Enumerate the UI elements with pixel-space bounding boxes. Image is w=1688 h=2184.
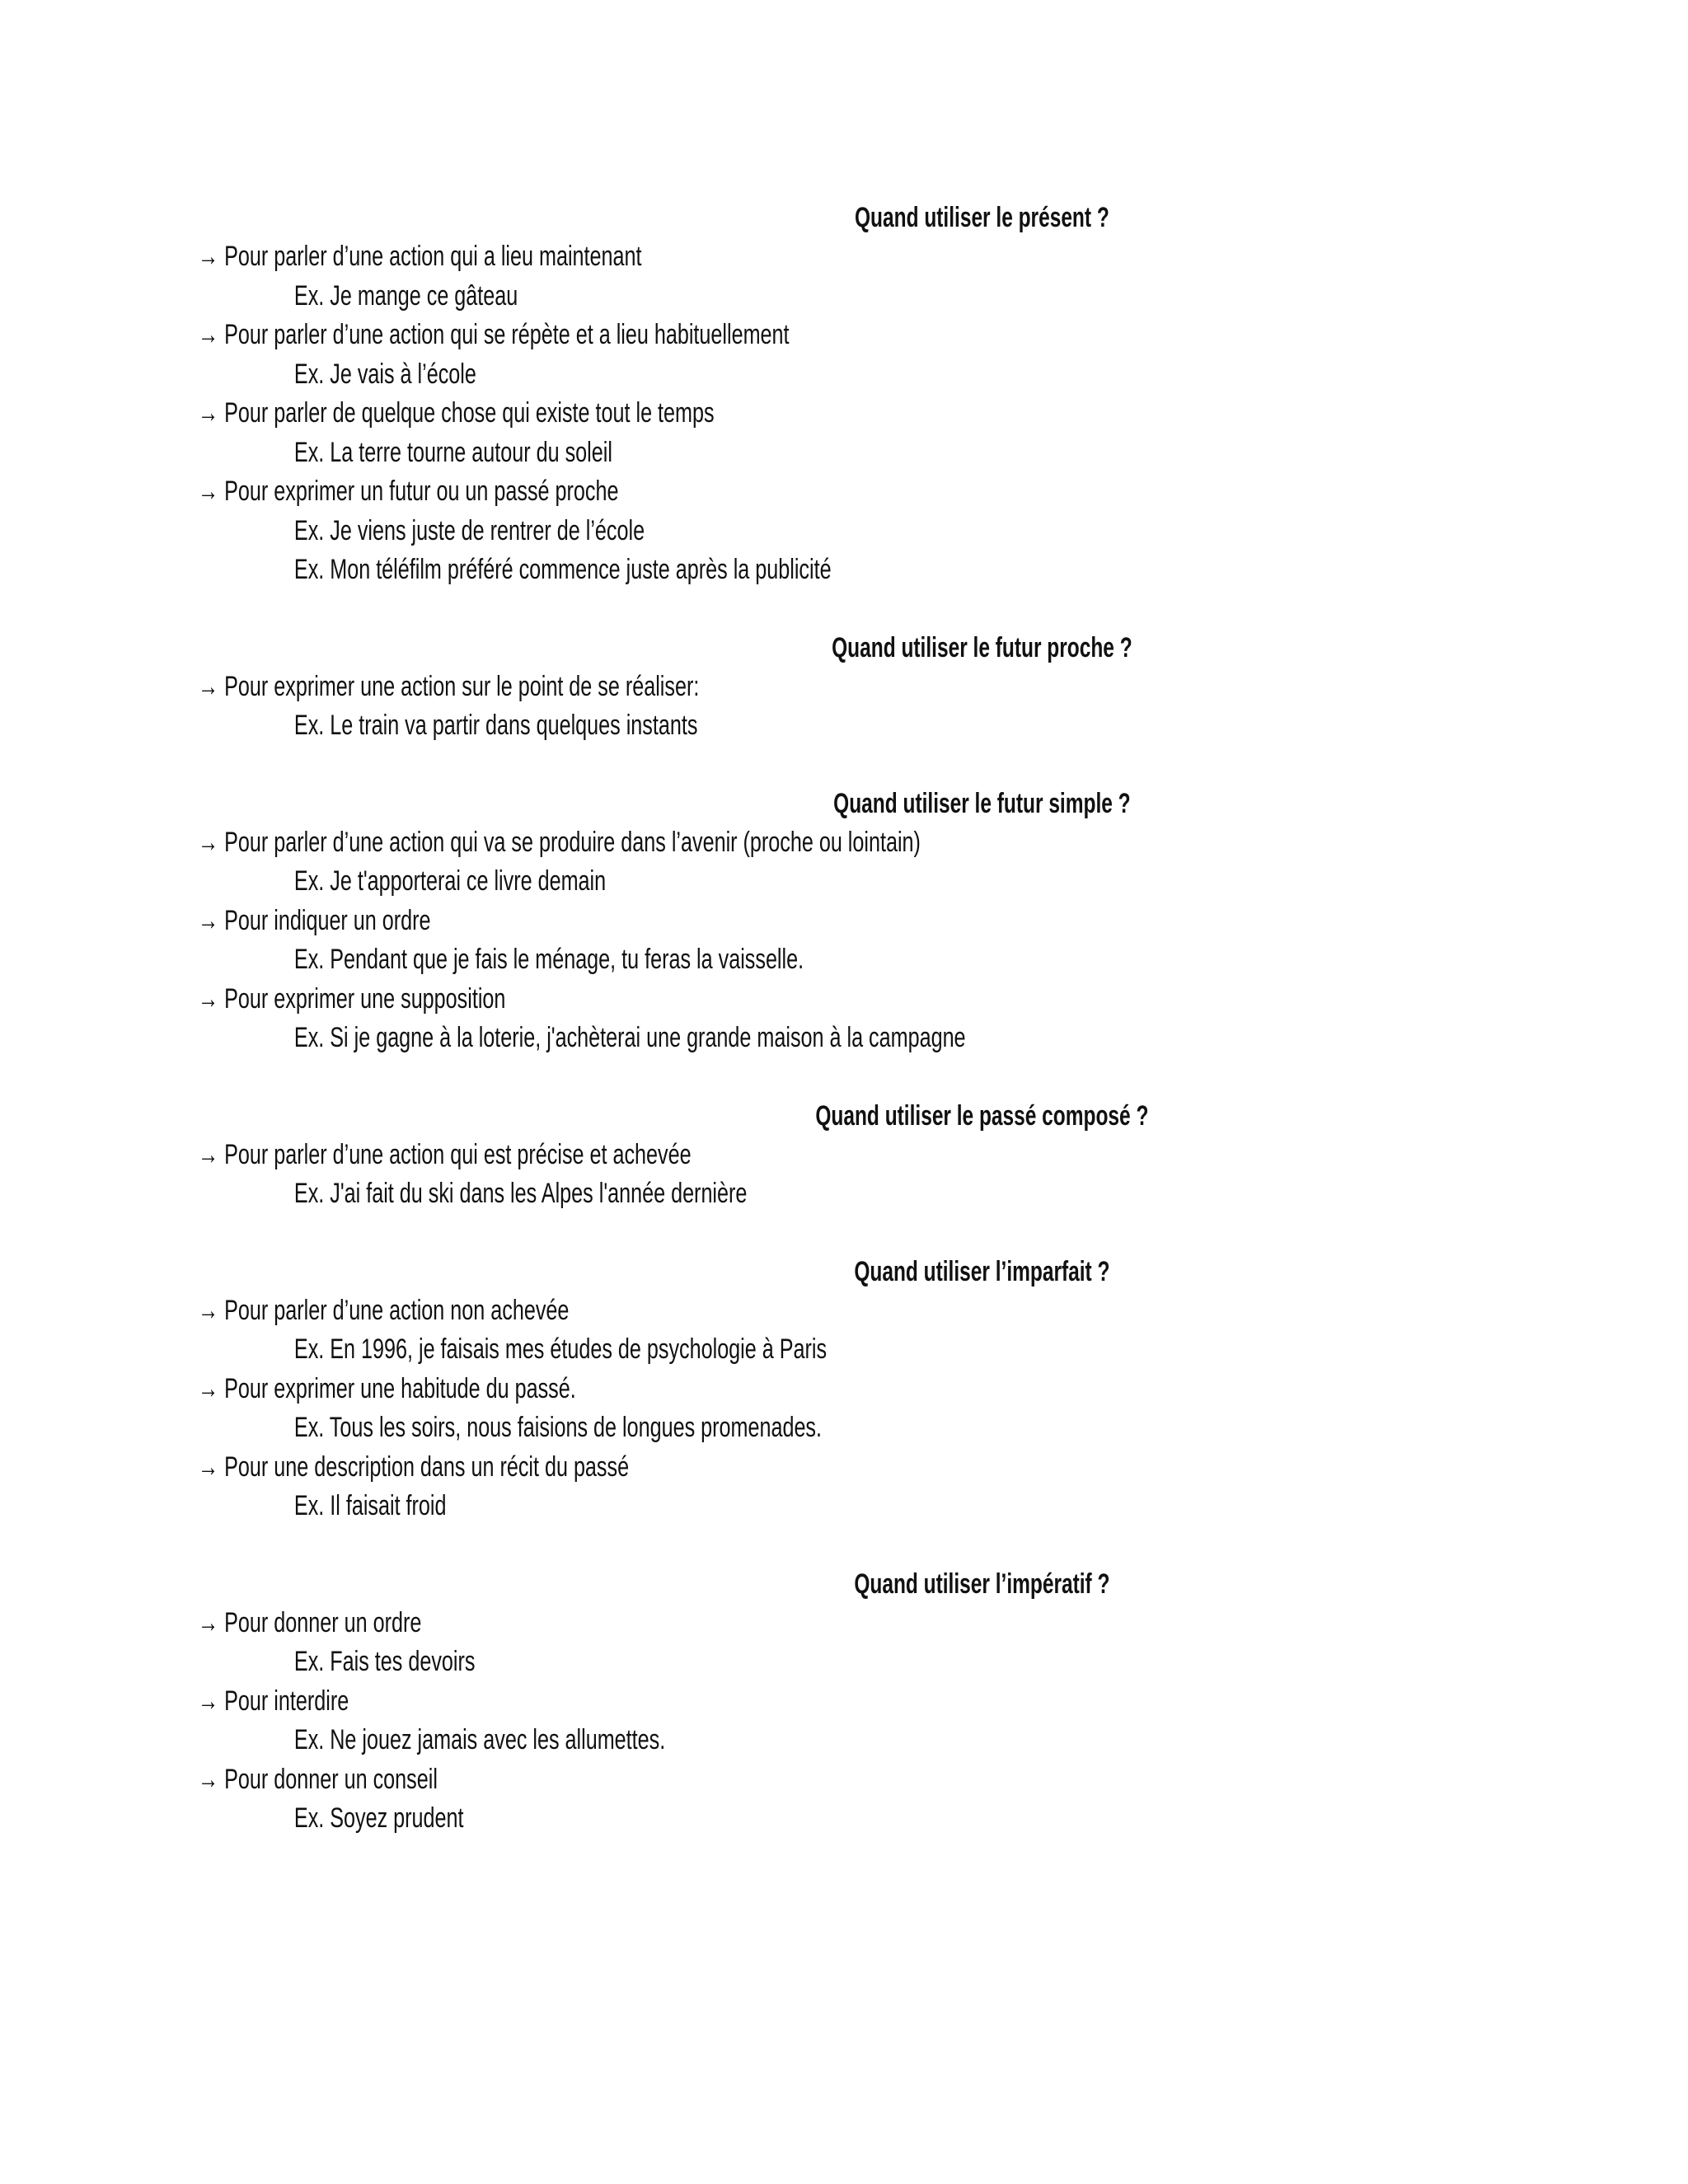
section-imperatif [198, 1564, 1484, 1839]
arrow-icon: → [198, 397, 219, 429]
section-spacer [198, 746, 1484, 784]
example-line: Ex. Je t'apporterai ce livre demain [293, 865, 607, 897]
usage-text: Pour exprimer une habitude du passé. [224, 1372, 576, 1404]
example-line: Ex. Le train va partir dans quelques instants [293, 710, 698, 741]
example-line: Ex. Pendant que je fais le ménage, tu feras la vaisselle. [293, 944, 804, 975]
example-line: Ex. Fais tes devoirs [293, 1646, 476, 1677]
document-content [198, 198, 1484, 1839]
section-title: Quand utiliser le futur simple ? [833, 787, 1131, 819]
arrow-icon: → [198, 826, 219, 858]
arrow-icon: → [198, 982, 219, 1015]
usage-item [198, 1604, 1149, 1643]
section-futur-simple [198, 784, 1484, 1058]
usage-item [198, 1760, 1149, 1800]
usage-text: Pour interdire [224, 1685, 349, 1717]
usage-item [198, 1136, 1149, 1175]
example-line: Ex. Tous les soirs, nous faisions de longues promenades. [293, 1412, 823, 1443]
usage-item [198, 668, 1149, 707]
section-passe-compose [198, 1096, 1484, 1214]
arrow-icon: → [198, 670, 219, 702]
usage-text: Pour exprimer une action sur le point de se réaliser: [224, 670, 700, 702]
usage-text: Pour exprimer une supposition [224, 982, 506, 1015]
arrow-icon: → [198, 1606, 219, 1638]
usage-text: Pour parler d’une action non achevée [224, 1294, 570, 1326]
section-title: Quand utiliser l’imparfait ? [854, 1255, 1110, 1287]
arrow-icon: → [198, 1138, 219, 1170]
arrow-icon: → [198, 1763, 219, 1795]
usage-text: Pour une description dans un récit du passé [224, 1451, 630, 1483]
usage-item [198, 394, 1149, 434]
example-line: Ex. La terre tourne autour du soleil [293, 436, 612, 468]
section-present [198, 198, 1484, 590]
arrow-icon: → [198, 1451, 219, 1483]
arrow-icon: → [198, 1685, 219, 1717]
usage-item [198, 823, 1149, 863]
arrow-icon: → [198, 241, 219, 272]
example-line: Ex. Ne jouez jamais avec les allumettes. [293, 1724, 666, 1755]
example-line: Ex. Soyez prudent [293, 1802, 464, 1834]
arrow-icon: → [198, 476, 219, 507]
usage-text: Pour parler d’une action qui est précise et achevée [224, 1138, 692, 1170]
example-line: Ex. Je mange ce gâteau [293, 279, 518, 312]
section-title: Quand utiliser le passé composé ? [815, 1099, 1149, 1132]
example-line: Ex. Je viens juste de rentrer de l’école [293, 514, 645, 546]
example-line: Ex. Il faisait froid [293, 1490, 447, 1521]
usage-item [198, 902, 1149, 941]
arrow-icon: → [198, 1294, 219, 1326]
section-spacer [198, 1526, 1484, 1564]
usage-text: Pour parler d’une action qui a lieu maintenant [224, 241, 642, 272]
usage-item [198, 1370, 1149, 1409]
section-title: Quand utiliser le futur proche ? [832, 631, 1132, 663]
usage-text: Pour parler d’une action qui va se produire dans l’avenir (proche ou lointain) [224, 826, 921, 858]
usage-item [198, 1682, 1149, 1722]
section-imparfait [198, 1252, 1484, 1526]
section-spacer [198, 590, 1484, 628]
usage-item [198, 980, 1149, 1019]
example-line: Ex. Je vais à l’école [293, 358, 476, 390]
usage-item [198, 237, 1149, 277]
usage-item [198, 472, 1149, 512]
usage-text: Pour donner un conseil [224, 1763, 438, 1795]
arrow-icon: → [198, 904, 219, 936]
section-futur-proche [198, 628, 1484, 746]
usage-text: Pour exprimer un futur ou un passé proche [224, 476, 619, 507]
example-line: Ex. Si je gagne à la loterie, j'achèterai une grande maison à la campagne [293, 1022, 966, 1053]
usage-item [198, 1448, 1149, 1488]
usage-text: Pour indiquer un ordre [224, 904, 431, 936]
section-spacer [198, 1214, 1484, 1252]
usage-text: Pour parler d’une action qui se répète et a lieu habituellement [224, 319, 790, 350]
arrow-icon: → [198, 319, 219, 350]
example-line: Ex. J'ai fait du ski dans les Alpes l'année dernière [293, 1178, 748, 1209]
usage-item [198, 1291, 1149, 1331]
usage-text: Pour parler de quelque chose qui existe tout le temps [224, 397, 715, 429]
arrow-icon: → [198, 1372, 219, 1404]
usage-item [198, 316, 1149, 355]
section-spacer [198, 1058, 1484, 1096]
section-title: Quand utiliser l’impératif ? [854, 1568, 1110, 1600]
section-title: Quand utiliser le présent ? [855, 202, 1109, 233]
example-line: Ex. Mon téléfilm préféré commence juste après la publicité [293, 554, 832, 585]
example-line: Ex. En 1996, je faisais mes études de psychologie à Paris [293, 1333, 828, 1365]
usage-text: Pour donner un ordre [224, 1606, 422, 1638]
